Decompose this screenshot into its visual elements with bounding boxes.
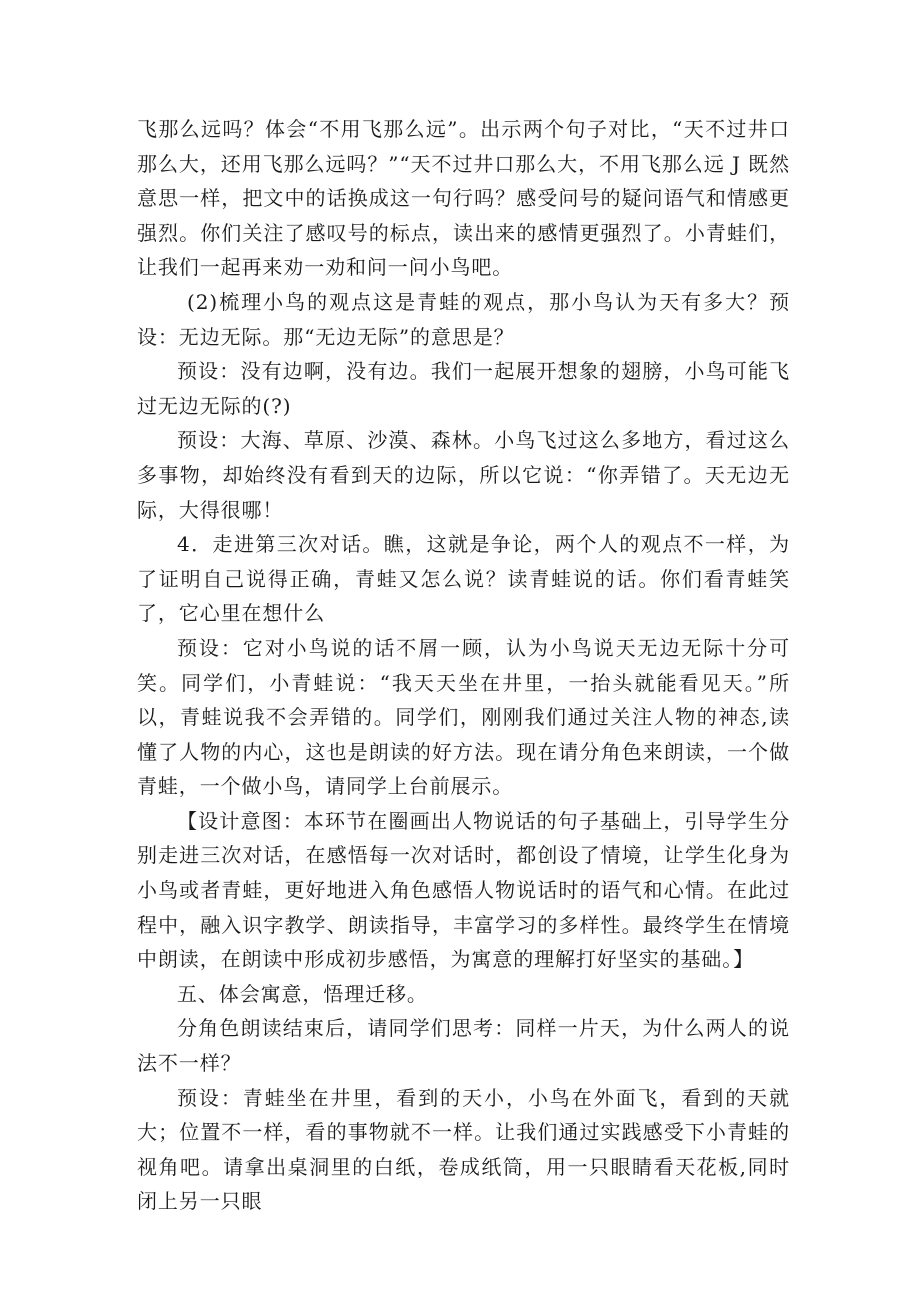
paragraph-preset-no-edge: 预设：没有边啊，没有边。我们一起展开想象的翅膀，小鸟可能飞过无边无际的(?)	[137, 359, 790, 418]
paragraph-design-intent: 【设计意图：本环节在圈画出人物说话的句子基础上，引导学生分别走进三次对话，在感悟每一次对话时，都创设了情境，让学生化身为小鸟或者青蛙，更好地进入角色感悟人物说话时的语气和心情。在此过程中，融入识字教学、朗读指导，丰富学习的多样性。最终学生在情境中朗读，在朗读中形成初步感悟，为寓意的理解打好坚实的基础。】	[137, 808, 790, 972]
paragraph-preset-frog-laughs: 预设：它对小鸟说的话不屑一顾，认为小鸟说天无边无际十分可笑。同学们，小青蛙说：“我天天坐在井里，一抬头就能看见天。”所以，青蛙说我不会弄错的。同学们，刚刚我们通过关注人物的神态,读懂了人物的内心，这也是朗读的好方法。现在请分角色来朗读，一个做青蛙，一个做小鸟，请同学上台前展示。	[137, 635, 790, 799]
paragraph-continuation: 飞那么远吗？体会“不用飞那么远”。出示两个句子对比，“天不过井口那么大，还用飞那么远吗？”“天不过井口那么大，不用飞那么远 J 既然意思一样，把文中的话换成这一句行吗？感受问号的疑问语气和情感更强烈。你们关注了感叹号的标点，读出来的感情更强烈了。小青蛙们，让我们一起再来劝一劝和问一问小鸟吧。	[137, 117, 790, 280]
paragraph-third-dialogue: 4．走进第三次对话。瞧，这就是争论，两个人的观点不一样，为了证明自己说得正确，青蛙又怎么说？读青蛙说的话。你们看青蛙笑了，它心里在想什么	[137, 532, 790, 626]
paragraph-preset-viewpoint: 预设：青蛙坐在井里，看到的天小，小鸟在外面飞，看到的天就大；位置不一样，看的事物就不一样。让我们通过实践感受下小青蛙的视角吧。请拿出桌洞里的白纸，卷成纸筒，用一只眼睛看天花板,同时闭上另一只眼	[137, 1085, 790, 1214]
section-heading-moral: 五、体会寓意，悟理迁移。	[177, 981, 428, 1006]
paragraph-think-question: 分角色朗读结束后，请同学们思考：同样一片天，为什么两人的说法不一样？	[137, 1016, 790, 1076]
document-body	[137, 112, 790, 1219]
paragraph-bird-viewpoint: (2)梳理小鸟的观点这是青蛙的观点，那小鸟认为天有多大？预设：无边无际。那“无边无际”的意思是？	[137, 289, 790, 349]
paragraph-preset-places: 预设：大海、草原、沙漠、森林。小鸟飞过这么多地方，看过这么多事物，却始终没有看到天的边际，所以它说：“你弄错了。天无边无际，大得很哪！	[137, 428, 790, 522]
